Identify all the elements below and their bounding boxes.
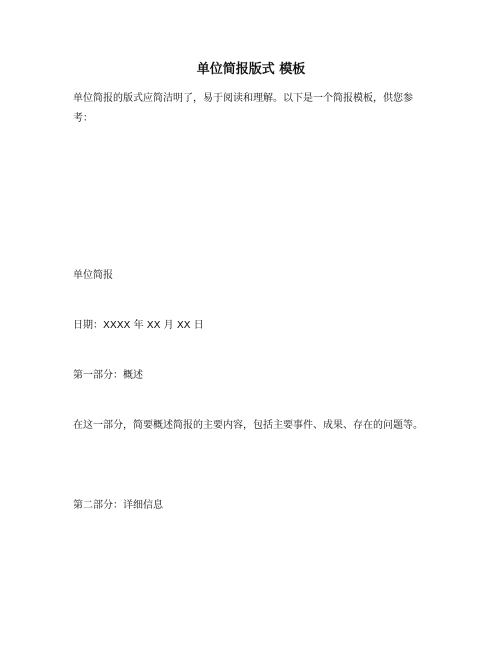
section-2-title: 第二部分：详细信息 (73, 500, 163, 511)
document-title: 单位简报版式 模板 (196, 62, 306, 77)
date-line: 日期：XXXX 年 XX 月 XX 日 (73, 320, 204, 331)
section-1-body: 在这一部分，简要概述简报的主要内容，包括主要事件、成果、存在的问题等。 (73, 420, 423, 431)
section-1-title: 第一部分：概述 (73, 370, 143, 381)
briefing-heading: 单位简报 (73, 270, 113, 281)
intro-paragraph: 单位简报的版式应简洁明了，易于阅读和理解。以下是一个简报模板，供您参考： (73, 93, 413, 124)
